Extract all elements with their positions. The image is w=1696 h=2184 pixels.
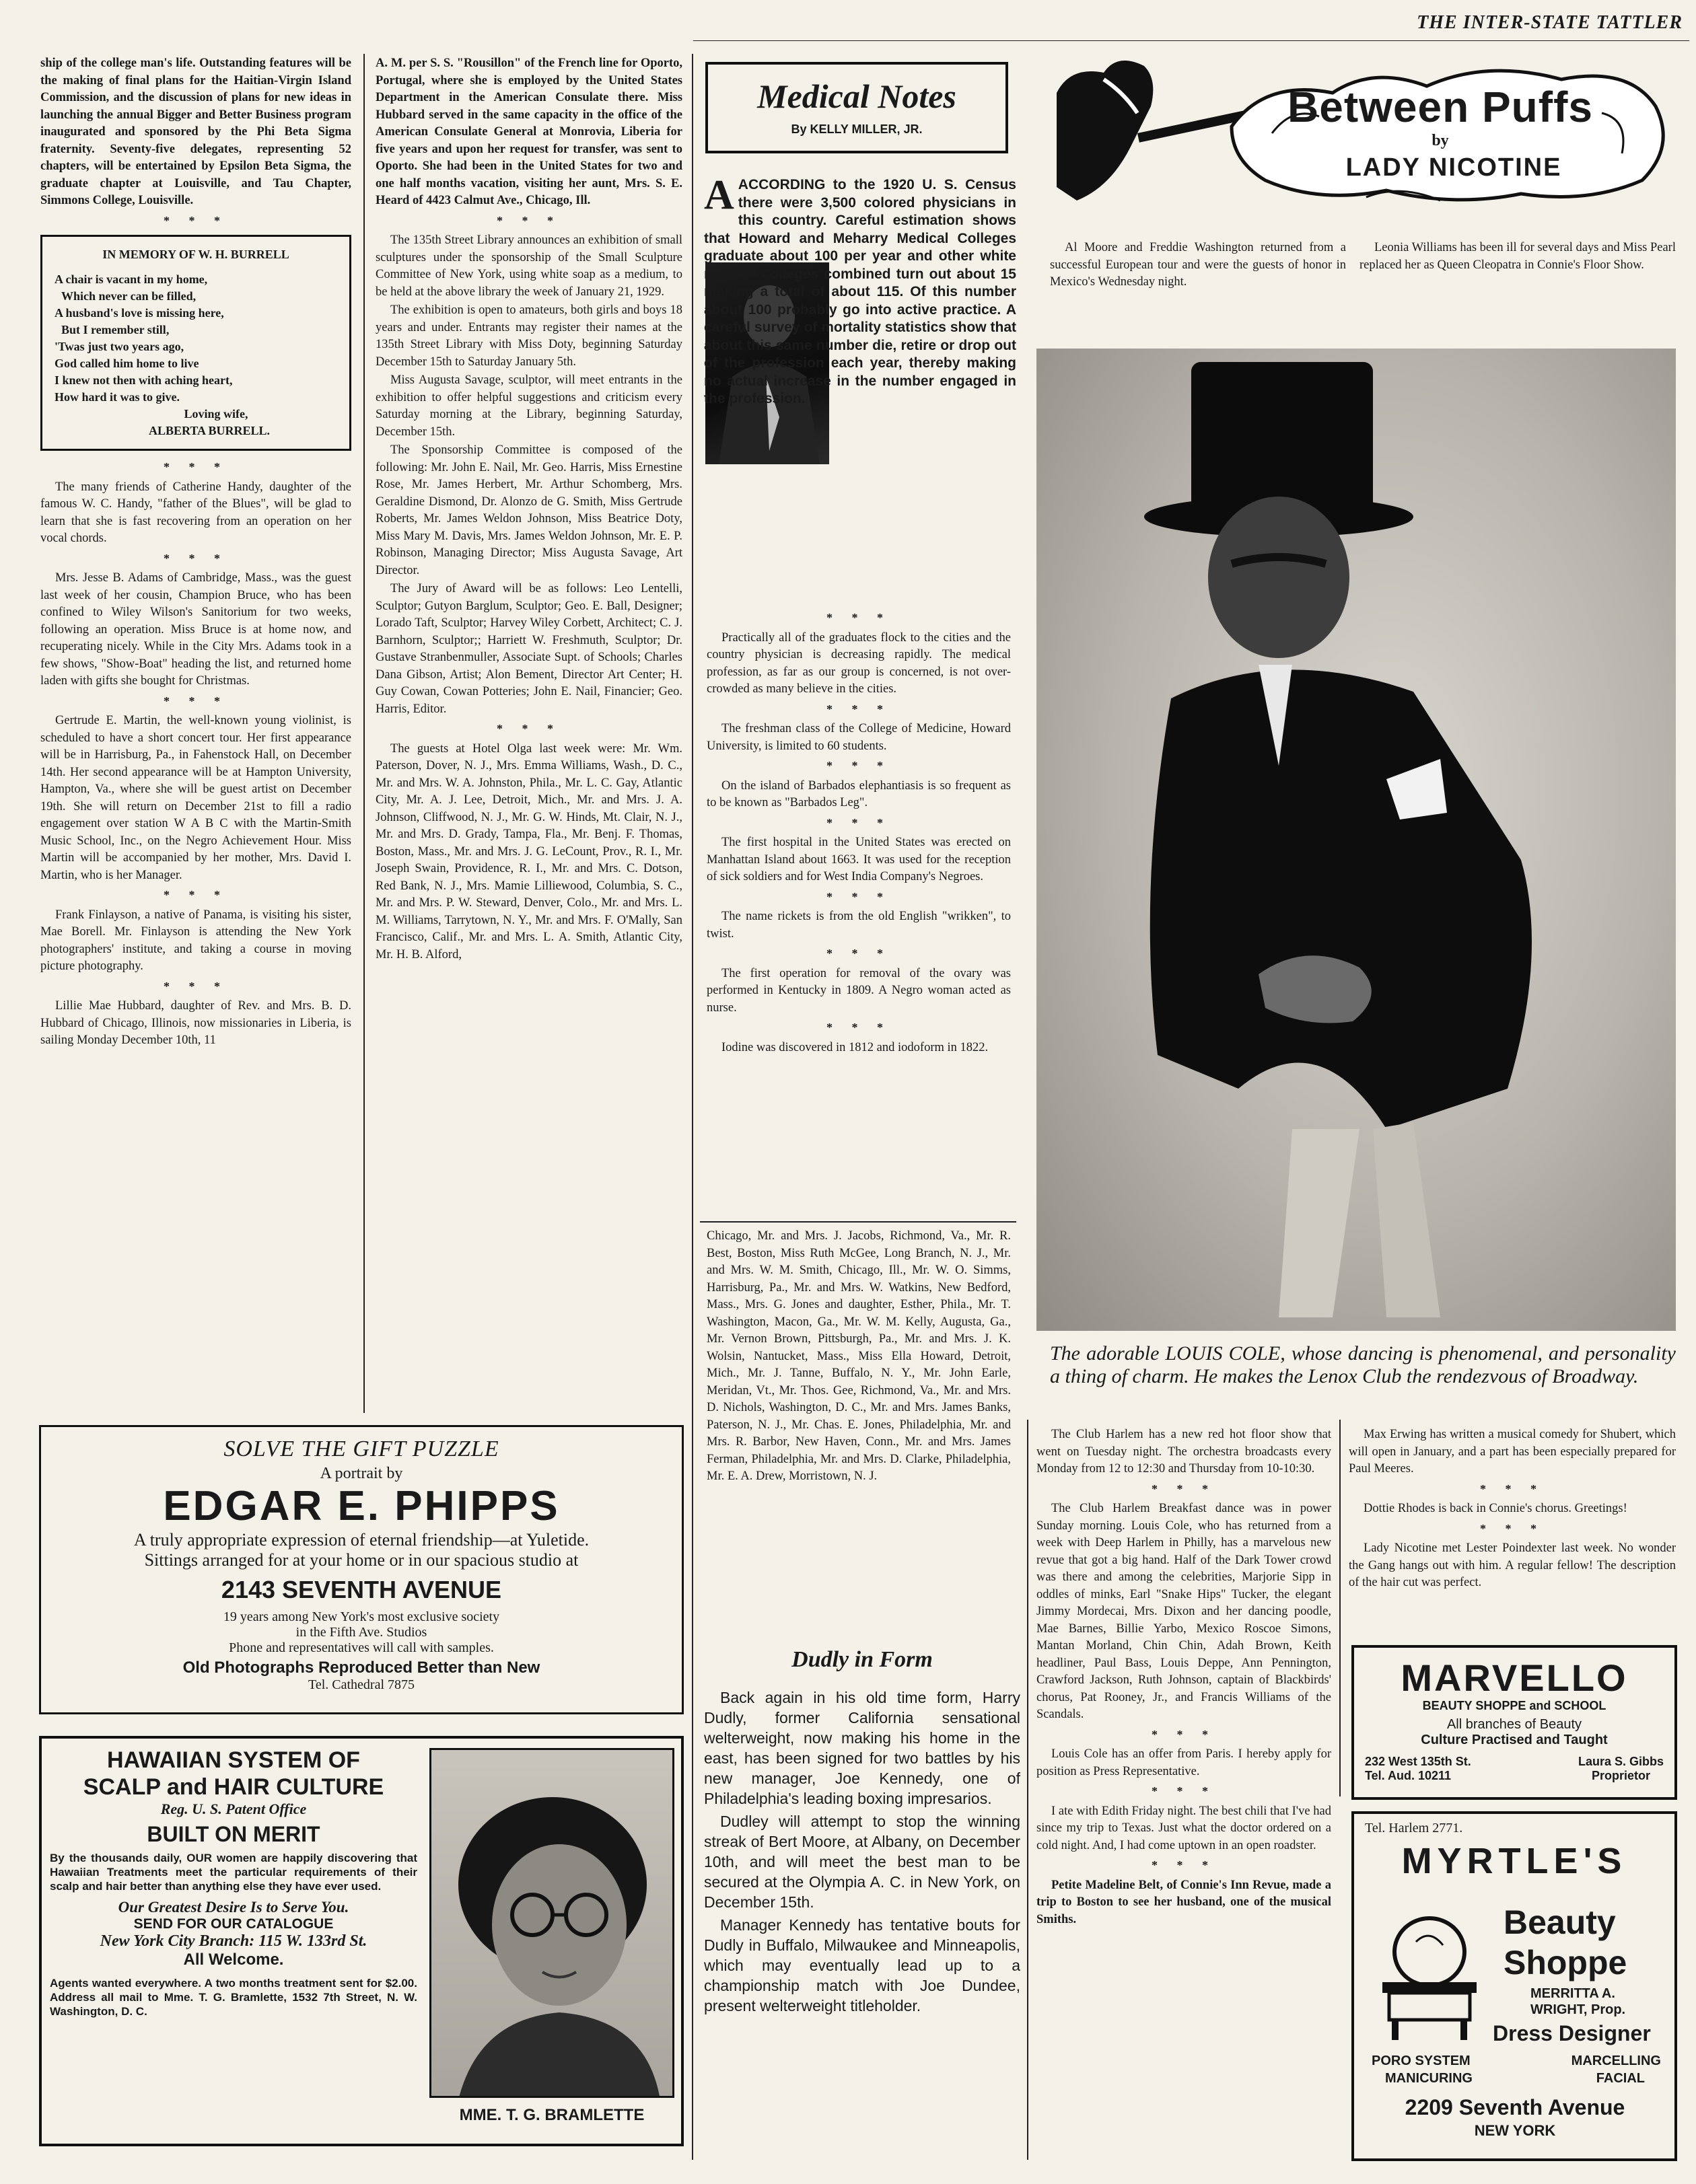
article-text: The Club Harlem Breakfast dance was in power Sunday morning. Louis Cole, who has returned from a week with Deep Harlem in Philly, has a marvelous new revue that got a big hand. Half of the Dark Tower crowd was there and among the celebrities, Marjorie Sipp in oddles of minks, Earl "Snake Hips" Tucker, the elegant Jimmy Mordecai, Mrs. Dixon and her dancing poodle, Mae Barnes, Billie Yarbo, Mexico Roscoe Simons, Mantan Morland, Chin Chin, Adah Brown, Keith headliner, Paul Bass, Louis Deppe, Ann Pennington, Crawford Jackson, Ruth Johnson, captain of Blackbirds' chorus, Pat Rooney, Jr., and Francis Williams of the Scandals. (1036, 1502, 1331, 1721)
ad-text: Phone and representatives will call with samples. (229, 1640, 494, 1655)
article-text: The many friends of Catherine Handy, daughter of the famous W. C. Handy, "father of the Blues", will be glad to learn that she is fast recovering from an operation on her vocal chords. (40, 480, 351, 545)
byline: By KELLY MILLER, JR. (791, 122, 923, 136)
article-text: The 135th Street Library announces an exhibition of small sculptures under the sponsorship of the Small Sculpture Committee of New York, using white soap as a medium, to be held at the above library the week of January 21, 1929. (376, 233, 682, 299)
puffs-item (1050, 240, 1346, 293)
ad-address: 2209 Seventh Avenue (1405, 2095, 1625, 2119)
separator: * * * (826, 889, 891, 904)
article-text: The name rickets is from the old English "wrikken", to twist. (707, 910, 1011, 941)
separator: * * * (497, 213, 561, 227)
column-2 (376, 55, 682, 965)
article-text: Gertrude E. Martin, the well-known young violinist, is scheduled to have a short concert tour. Her first appearance will be in Harrisburg, Pa., in Fahenstock Hall, on December 14th. Her second appearance will be at Hampton University, Hampton, Va., where she will be guest artist on December 19th. She will return on December 21st to fill a radio engagement over station W A B C with the Martin-Smith Music School, Inc., on the Negro Achievement Hour. Miss Martin will be accompanied by her mother, Mrs. David I. Martin, who is her Manager. (40, 714, 351, 882)
article-text: ACCORDING to the 1920 U. S. Census there were 3,500 colored physicians in this country. Careful estimation shows that Howard and Meharry Medical Colleges graduate about 100 per year and other white medical colleges combined turn out about 15 making a total of about 115. Of this number about 100 probably go into active practice. A careful survey of mortality statistics show that about this same number die, retire or drop out of the profession each year, thereby making no actual increase in the number engaged in the profession. (704, 177, 1016, 406)
ad-owner: MERRITTA A. (1530, 1986, 1615, 2001)
ad-text: By the thousands daily, OUR women are happily discovering that Hawaiian Treatments meet the particular requirements of their scalp and hair better than anything else they have ever used. (50, 1852, 417, 1893)
article-text: The freshman class of the College of Medicine, Howard University, is limited to 60 students. (707, 722, 1011, 753)
article-text: ship of the college man's life. Outstanding features will be the making of final plans for the Haitian-Virgin Island Commission, and the discussion of plans for new ideas in launching the annual Bigger and Better Business program inaugurated and sponsored by the Phi Beta Sigma fraternity. Seventy-five delegates, representing 52 chapters, will be entertained by Epsilon Beta Sigma, the graduate chapter at Louisville, and Tau Chapter, Simmons College, Louisville. (40, 57, 351, 207)
column-author: LADY NICOTINE (1345, 153, 1562, 182)
separator: * * * (164, 460, 228, 474)
poem-line: 'Twas just two years ago, (55, 340, 184, 353)
ad-subtitle: Reg. U. S. Patent Office (160, 1800, 307, 1817)
ad-subtitle: BEAUTY SHOPPE and SCHOOL (1422, 1699, 1606, 1712)
column-by: by (1432, 132, 1449, 149)
article-text: Iodine was discovered in 1812 and iodoform in 1822. (721, 1040, 989, 1054)
photo-caption: The adorable LOUIS COLE, whose dancing is phenomenal, and personality a thing of charm. He makes the Lenox Club the rendezvous of Broadway. (1050, 1342, 1676, 1387)
ad-phone: Tel. Harlem 2771. (1365, 1821, 1463, 1835)
article-text: A. M. per S. S. "Rousillon" of the French line for Oporto, Portugal, where she is employed by the United States Department in the American Consulate there. Miss Hubbard served in the same capacity in the office of the American Consulate General at Monrovia, Liberia for five years and upon her request for transfer, was sent to Oporto. She had been in the United States for two and one half months vacation, visiting her aunt, Mrs. S. E. Heard of 4423 Calmut Ave., Chicago, Ill. (376, 57, 682, 207)
article-text: The exhibition is open to amateurs, both girls and boys 18 years and under. Entrants may register their names at the 135th Street Library with Miss Doty, beginning Saturday December 15th to Saturday January 5th. (376, 303, 682, 369)
column-title: Between Puffs (1287, 83, 1593, 131)
separator: * * * (1152, 1482, 1216, 1496)
separator: * * * (826, 759, 891, 772)
ad-address: 2143 SEVENTH AVENUE (221, 1576, 502, 1603)
marvello-ad (1351, 1645, 1677, 1800)
section-title: Medical Notes (757, 77, 956, 115)
ad-service: Dress Designer (1493, 2021, 1651, 2045)
dudly-article (704, 1647, 1020, 2018)
separator: * * * (826, 702, 891, 716)
ad-service: MANICURING (1385, 2071, 1473, 2086)
masthead-rule (693, 40, 1689, 41)
column-rule (1027, 1420, 1028, 2160)
article-text: On the island of Barbados elephantiasis is so frequent as to be known as "Barbados Leg". (707, 778, 1011, 809)
article-text: Practically all of the graduates flock to the cities and the country physician is decreasing rapidly. The medical profession, as far as our group is concerned, is not over-crowded as many believe in the cities. (707, 630, 1011, 696)
ad-business-name: EDGAR E. PHIPPS (163, 1483, 560, 1529)
article-title: Dudly in Form (791, 1647, 933, 1672)
ad-text: Culture Practised and Taught (1421, 1733, 1608, 1747)
ad-text: Our Greatest Desire Is to Serve You. (118, 1899, 349, 1916)
article-text: Dottie Rhodes is back in Connie's chorus. Greetings! (1364, 1502, 1627, 1515)
ad-headline: Shoppe (1504, 1944, 1627, 1981)
ad-address: 232 West 135th St. (1365, 1755, 1471, 1768)
memorial-signature: Loving wife, (184, 407, 248, 421)
separator: * * * (826, 1021, 891, 1034)
article-text: Max Erwing has written a musical comedy for Shubert, which will open in January, and a part has been especially prepared for Paul Meeres. (1349, 1428, 1676, 1476)
ad-owner: WRIGHT, Prop. (1530, 2002, 1626, 2017)
bramlette-portrait (429, 1748, 674, 2098)
medical-notes-lead (704, 172, 1016, 408)
separator: * * * (1152, 1858, 1216, 1872)
article-text: Chicago, Mr. and Mrs. J. Jacobs, Richmond, Va., Mr. R. Best, Boston, Miss Ruth McGee, Long Branch, N. J., Mr. and Mrs. W. M. Smith, Chicago, Ill., Mr. W. O. Simms, Harrisburg, Pa., Mr. and Mrs. W. Watkins, New Bedford, Mass., Mrs. G. Jones and daughter, Esther, Phila., Mr. T. Washington, Macon, Ga., Mr. W. M. Kelly, Augusta, Ga., Mr. Vernon Brown, Pittsburgh, Pa., Mr. and Mrs. J. K. Wolsin, Nantucket, Mass., Miss Ella Howard, Detroit, Mich., Mr. J. Tanne, Buffalo, N. Y., Mr. John Earle, Meridan, Vt., Mr. Thos. Gee, Richmond, Va., Mr. and Mrs. D. Nichols, Washington, D. C., Mr. and Mrs. James Banks, Paterson, N. J., Mr. Chas. E. Jones, Philadelphia, Mr. and Mrs. R. Barbor, New Haven, Conn., Mr. and Mrs. James Ferman, Philadelphia, Mr. and Mrs. D. Clarke, Philadelphia, Mr. E. A. Drew, Morristown, N. J. (707, 1229, 1011, 1483)
poem-line: I knew not then with aching heart, (55, 373, 233, 387)
memorial-signature: ALBERTA BURRELL. (148, 424, 271, 437)
section-rule (700, 1221, 1016, 1223)
ad-headline: BUILT ON MERIT (147, 1822, 320, 1846)
article-text: Lady Nicotine met Lester Poindexter last week. No wonder the Gang hangs out with him. A regular fellow! The description of the hair cut was perfect. (1349, 1541, 1676, 1589)
poem-line: A husband's love is missing here, (55, 306, 224, 320)
article-text: The first hospital in the United States was erected on Manhattan Island about 1663. It was used for the reception of sick soldiers and for West India Company's Negroes. (707, 836, 1011, 883)
separator: * * * (164, 979, 228, 993)
poem-line: A chair is vacant in my home, (55, 272, 208, 286)
separator: * * * (826, 947, 891, 960)
ad-service: PORO SYSTEM (1372, 2053, 1471, 2068)
medical-notes-items (707, 607, 1011, 1058)
ad-phone: Tel. Aud. 10211 (1365, 1769, 1452, 1782)
article-text: Al Moore and Freddie Washington returned from a successful European tour and were the guests of honor in Mexico's Wednesday night. (1050, 241, 1346, 289)
article-text: The guests at Hotel Olga last week were: Mr. Wm. Paterson, Dover, N. J., Mrs. Emma Williams, Wash., D. C., Mr. and Mrs. W. A. Johnston, Phila., Mr. L. C. Gay, Atlantic City, Mr. A. J. Lee, Detroit, Mich., Mr. and Mrs. J. A. Johnson, Cliffwood, N. J., Mr. G. W. Hinds, Mt. Clair, N. J., Mr. and Mrs. D. Grady, Tampa, Fla., Mr. Benj. F. Thomas, Boston, Mass., Mr. and Mrs. J. G. LeCount, Prov., R. I., Mr. Joseph Swain, Providence, R. I., Mr. and Mrs. C. Dotson, Red Bank, N. J., Mrs. Mamie Lilliewood, Columbia, S. C., Mr. and Mrs. P. W. Steward, Denver, Colo., Mr. and Mrs. L. M. Williams, Tarrytown, N. Y., Mr. and Mrs. F. O'Mally, San Francisco, Calif., Mr. and Mrs. L. A. Smith, Atlantic City, Mr. H. B. Alford, (376, 741, 682, 961)
article-text: I ate with Edith Friday night. The best chili that I've had since my trip to Texas. Just what the doctor ordered on a cold night. And, I had come uptown in an open roadster. (1036, 1804, 1331, 1852)
separator: * * * (164, 213, 228, 227)
ad-text: in the Fifth Ave. Studios (295, 1625, 427, 1640)
guest-list-continued (707, 1228, 1011, 1487)
ad-service: MARCELLING (1571, 2053, 1661, 2068)
portrait-caption: MME. T. G. BRAMLETTE (459, 2106, 645, 2124)
poem-line: How hard it was to give. (55, 390, 180, 404)
phipps-ad (39, 1425, 684, 1714)
myrtles-ad (1351, 1811, 1677, 2161)
portrait-woman-glasses (431, 1750, 674, 2098)
hawaiian-ad (39, 1736, 684, 2146)
medical-notes-header (705, 62, 1008, 153)
ad-headline: SOLVE THE GIFT PUZZLE (223, 1436, 499, 1461)
ad-owner: Laura S. Gibbs (1578, 1755, 1664, 1768)
ad-text: Sittings arranged for at your home or in our spacious studio at (144, 1550, 579, 1570)
article-text: Dudley will attempt to stop the winning streak of Bert Moore, at Albany, on December 10th, and will meet the best man to be secured at the Olympia A. C. in New York, on December 15th. (704, 1813, 1020, 1911)
column-rule (363, 54, 365, 1413)
poem-line: God called him home to live (55, 357, 199, 370)
article-text: Petite Madeline Belt, of Connie's Inn Revue, made a trip to Boston to see her husband, one of the musical Smiths. (1036, 1878, 1331, 1926)
article-text: Lillie Mae Hubbard, daughter of Rev. and Mrs. B. D. Hubbard of Chicago, Illinois, now missionaries in Liberia, is sailing Monday December 10th, 11 (40, 999, 351, 1047)
column-rule (1339, 1420, 1341, 1796)
louis-cole-photo (1036, 349, 1676, 1331)
drop-cap: A (704, 172, 734, 218)
article-text: Mrs. Jesse B. Adams of Cambridge, Mass., was the guest last week of her cousin, Champion Bruce, who has been confined to Wiley Wilson's Sanitorium for two weeks, following an operation. Miss Bruce is at home now, and recuperating nicely. While in the City Mrs. Adams took in a few shows, "Show-Boat" heading the list, and returned home laden with gifts she bought for Christmas. (40, 571, 351, 688)
article-text: The Jury of Award will be as follows: Leo Lentelli, Sculptor; Gutyon Barglum, Sculptor; Geo. E. Ball, Designer; Lorado Taft, Sculptor; Harvey Wiley Corbett, Architect; C. J. Barnhorn, Sculptor;; Harriett W. Freshmuth, Sculptor; Dr. Gustave Stranbenmuller, Associate Supt. of Schools; Charles Dana Gibson, Artist; Alon Bement, Director Art Center; H. Guy Cowan, Cowan Potteries; John E. Nail, Financier; Geo. Harris, Editor. (376, 582, 682, 716)
vanity-mirror-icon (1369, 1915, 1490, 2043)
column-5 (1036, 1426, 1331, 1930)
poem-line: Which never can be filled, (61, 289, 197, 303)
ad-phone: Tel. Cathedral 7875 (308, 1677, 415, 1692)
column-1 (40, 55, 351, 1051)
ad-text: All Welcome. (183, 1951, 284, 1969)
article-text: Frank Finlayson, a native of Panama, is visiting his sister, Mae Borell. Mr. Finlayson is attending the New York photographers' institute, and taking a course in moving picture photography. (40, 908, 351, 973)
separator: * * * (164, 694, 228, 708)
article-text: The first operation for removal of the ovary was performed in Kentucky in 1809. A Negro woman acted as nurse. (707, 966, 1011, 1015)
article-text: Louis Cole has an offer from Paris. I hereby apply for position as Press Representative. (1036, 1747, 1331, 1778)
separator: * * * (1152, 1727, 1216, 1741)
article-text: The Club Harlem has a new red hot floor show that went on Tuesday night. The orchestra broadcasts every Monday from 12 to 12:30 and Thursday from 10-10:30. (1036, 1428, 1331, 1476)
ad-text: All branches of Beauty (1446, 1717, 1582, 1732)
ad-text: A truly appropriate expression of eternal friendship—at Yuletide. (133, 1530, 590, 1550)
ad-business-name: MARVELLO (1401, 1657, 1628, 1699)
separator: * * * (826, 611, 891, 624)
ad-address: New York City Branch: 115 W. 133rd St. (100, 1932, 367, 1950)
between-puffs-banner (1050, 52, 1676, 207)
masthead: THE INTER-STATE TATTLER (1417, 12, 1683, 33)
ad-text: 19 years among New York's most exclusive society (223, 1609, 500, 1624)
ad-owner-title: Proprietor (1591, 1769, 1650, 1782)
ad-headline: HAWAIIAN SYSTEM OF (107, 1747, 360, 1773)
separator: * * * (1152, 1784, 1216, 1798)
ad-business-name: MYRTLE'S (1401, 1841, 1627, 1881)
separator: * * * (1480, 1521, 1545, 1535)
puffs-item (1359, 240, 1676, 275)
top-hat-dancer-figure (1036, 349, 1676, 1331)
ad-text: Old Photographs Reproduced Better than New (182, 1659, 540, 1677)
separator: * * * (826, 815, 891, 830)
ad-subtitle: A portrait by (320, 1465, 403, 1482)
memorial-box (40, 235, 351, 451)
memorial-title: IN MEMORY OF W. H. BURRELL (102, 248, 289, 261)
separator: * * * (164, 888, 228, 902)
ad-headline: Beauty (1504, 1903, 1616, 1941)
ad-text: SEND FOR OUR CATALOGUE (133, 1916, 334, 1932)
separator: * * * (497, 722, 561, 735)
ad-city: NEW YORK (1474, 2122, 1556, 2139)
article-text: Back again in his old time form, Harry Dudly, former California sensational welterweight, now making his home in the east, has been signed for two battles by his new manager, Joe Kennedy, one of Philadelphia's leading boxing impresarios. (704, 1689, 1020, 1807)
ad-headline: SCALP and HAIR CULTURE (83, 1774, 384, 1800)
separator: * * * (164, 551, 228, 565)
separator: * * * (1480, 1482, 1545, 1496)
article-text: Leonia Williams has been ill for several days and Miss Pearl replaced her as Queen Cleopatra in Connie's Floor Show. (1359, 241, 1676, 272)
column-rule (692, 54, 693, 2160)
article-text: Manager Kennedy has tentative bouts for Dudly in Buffalo, Milwaukee and Minneapolis, which may eventually lead up to a championship match with Joe Dundee, present welterweight titleholder. (704, 1916, 1020, 2014)
ad-service: FACIAL (1596, 2071, 1645, 2086)
article-text: Miss Augusta Savage, sculptor, will meet entrants in the exhibition to offer helpful suggestions and criticism every Saturday morning at the Library, beginning Saturday, December 15th. (376, 373, 682, 439)
poem-line: But I remember still, (61, 323, 170, 336)
ad-text: Agents wanted everywhere. A two months treatment sent for $2.00. Address all mail to Mme. T. G. Bramlette, 1532 7th Street, N. W. Washington, D. C. (50, 1977, 417, 2018)
article-text: The Sponsorship Committee is composed of the following: Mr. John E. Nail, Mr. Geo. Harris, Miss Ernestine Rose, Mr. James Herbert, Mr. Arthur Schomberg, Mrs. Geraldine Dismond, Dr. Alonzo de G. Smith, Miss Gertrude Roberts, Mr. James Weldon Johnson, Miss Beatrice Doty, Miss Mary M. Davis, Mrs. James Weldon Johnson, Mr. E. P. Robinson, Managing Director; Miss Augusta Savage, Art Director. (376, 443, 682, 577)
column-6 (1349, 1426, 1676, 1593)
